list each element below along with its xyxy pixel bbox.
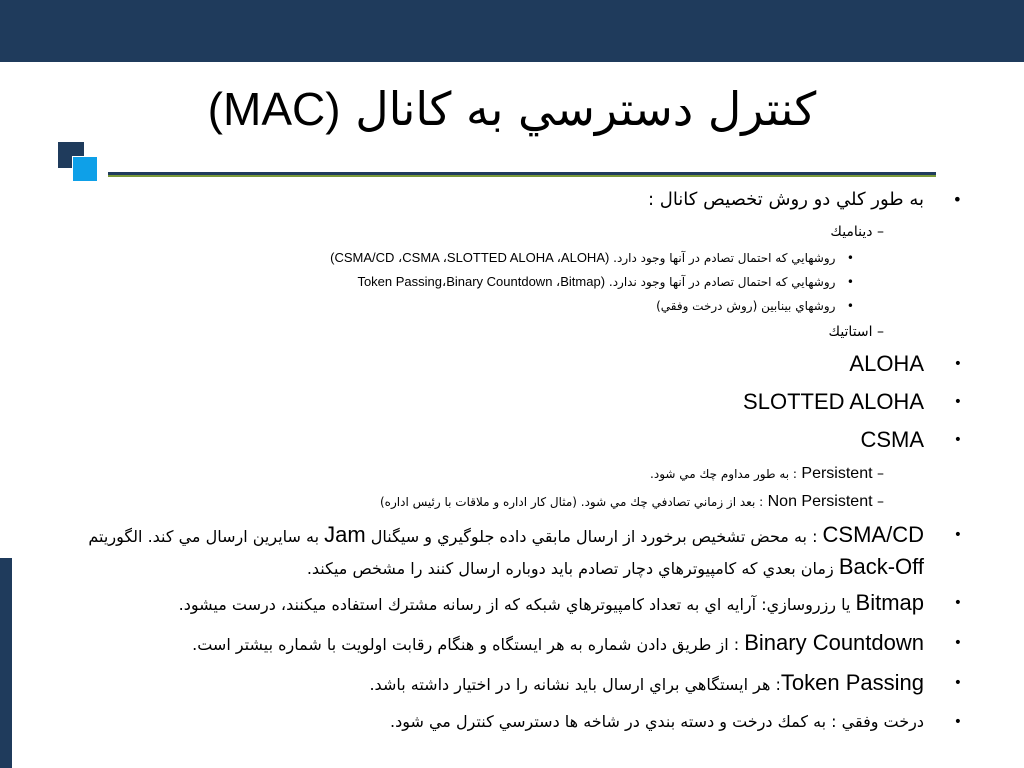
title-close-paren: ) <box>207 83 223 135</box>
title-underline-olive <box>108 175 936 177</box>
bullet-binary <box>44 624 962 664</box>
dynamic-item-3-text: روشهاي بينابين (روش درخت وفقي) <box>656 299 836 313</box>
decorative-square-blue <box>72 156 98 182</box>
bitmap-desc: يا رزروسازي: آرايه اي به تعداد كامپيوترهاي شبكه كه از رسانه مشترك استفاده ميكنند، درست ميشود. <box>178 595 856 614</box>
bullet-dot-icon: • <box>953 527 962 543</box>
bullet-tree <box>44 704 962 740</box>
csmacd-backoff: Back-Off <box>838 554 924 579</box>
bullet-dot-icon: • <box>953 356 962 372</box>
bullet-dot-icon: • <box>839 251 854 265</box>
dynamic-item-2-latin: (Token Passing،Binary Countdown ،Bitmap <box>357 274 606 289</box>
sub-dynamic-text: ديناميك <box>830 224 873 240</box>
sub-persistent <box>44 460 924 488</box>
bullet-dot-icon: • <box>952 190 962 209</box>
bitmap-term: Bitmap <box>855 590 924 615</box>
binary-term: Binary Countdown <box>744 630 924 655</box>
bullet-slotted-text: SLOTTED ALOHA <box>743 389 924 414</box>
binary-desc: : از طريق دادن شماره به هر ايستگاه و هنگام رقابت اولويت با شماره بيشتر است. <box>192 635 745 654</box>
title-mac: MAC <box>223 83 326 135</box>
bullet-token <box>44 664 962 704</box>
slide-body <box>44 182 962 740</box>
token-term: Token Passing <box>780 670 924 695</box>
dynamic-item-1-latin: (CSMA/CD ،CSMA ،SLOTTED ALOHA ،ALOHA) <box>330 250 610 265</box>
bullet-dot-icon: • <box>953 675 962 691</box>
csmacd-term: CSMA/CD <box>822 522 924 547</box>
dynamic-item-2 <box>44 270 924 294</box>
sub-nonpersistent <box>44 488 924 516</box>
persistent-desc: : به طور مداوم چك مي شود. <box>650 467 797 481</box>
dynamic-item-1 <box>44 246 924 270</box>
dash-icon: – <box>872 494 884 510</box>
bullet-dot-icon: • <box>953 714 962 730</box>
title-open-paren: ( <box>325 83 341 135</box>
bullet-dot-icon: • <box>953 635 962 651</box>
csmacd-desc-2: به سايرين ارسال مي كند. الگوريتم <box>88 527 325 546</box>
bullet-intro <box>44 182 962 218</box>
persistent-term: Persistent <box>801 465 873 482</box>
dash-icon: – <box>872 466 884 482</box>
csmacd-desc-3: زمان بعدي كه كامپيوترهاي دچار تصادم بايد دوباره ارسال كنند را مشخص ميكند. <box>306 559 839 578</box>
csmacd-jam: Jam <box>324 522 366 547</box>
title-farsi: كنترل دسترسي به كانال <box>355 82 817 136</box>
top-banner <box>0 0 1024 62</box>
nonpersistent-desc: : بعد از زماني تصادفي چك مي شود. (مثال كار اداره و ملاقات با رئيس اداره) <box>380 495 764 509</box>
sub-dynamic <box>44 218 924 246</box>
dynamic-item-2-text: روشهايي كه احتمال تصادم در آنها وجود ندارد. <box>608 275 836 289</box>
bullet-csma <box>44 422 962 460</box>
bullet-dot-icon: • <box>953 432 962 448</box>
dynamic-item-1-text: روشهايي كه احتمال تصادم در آنها وجود دارد. <box>613 251 836 265</box>
dash-icon: – <box>872 224 884 240</box>
bullet-dot-icon: • <box>953 595 962 611</box>
token-desc: : هر ايستگاهي براي ارسال بايد نشانه را در اختيار داشته باشد. <box>369 675 781 694</box>
bullet-dot-icon: • <box>839 275 854 289</box>
slide-title <box>0 74 1024 144</box>
bullet-intro-text: به طور كلي دو روش تخصيص كانال : <box>647 189 924 210</box>
csmacd-desc-1: : به محض تشخيص برخورد از ارسال مابقي داده جلوگيري و سيگنال <box>365 527 823 546</box>
bullet-dot-icon: • <box>839 299 854 313</box>
sub-static-text: استاتيك <box>828 324 873 340</box>
tree-text: درخت وفقي : به كمك درخت و دسته بندي در شاخه ها دسترسي كنترل مي شود. <box>390 712 924 731</box>
dynamic-item-3 <box>44 294 924 318</box>
sub-static <box>44 318 924 346</box>
bullet-csma-text: CSMA <box>860 427 924 452</box>
bullet-slotted <box>44 384 962 422</box>
dash-icon: – <box>872 324 884 340</box>
bullet-aloha <box>44 346 962 384</box>
bullet-aloha-text: ALOHA <box>849 351 924 376</box>
bullet-csmacd <box>44 516 962 584</box>
left-accent-bar <box>0 558 12 768</box>
bullet-dot-icon: • <box>953 394 962 410</box>
bullet-bitmap <box>44 584 962 624</box>
nonpersistent-term: Non Persistent <box>767 493 873 510</box>
